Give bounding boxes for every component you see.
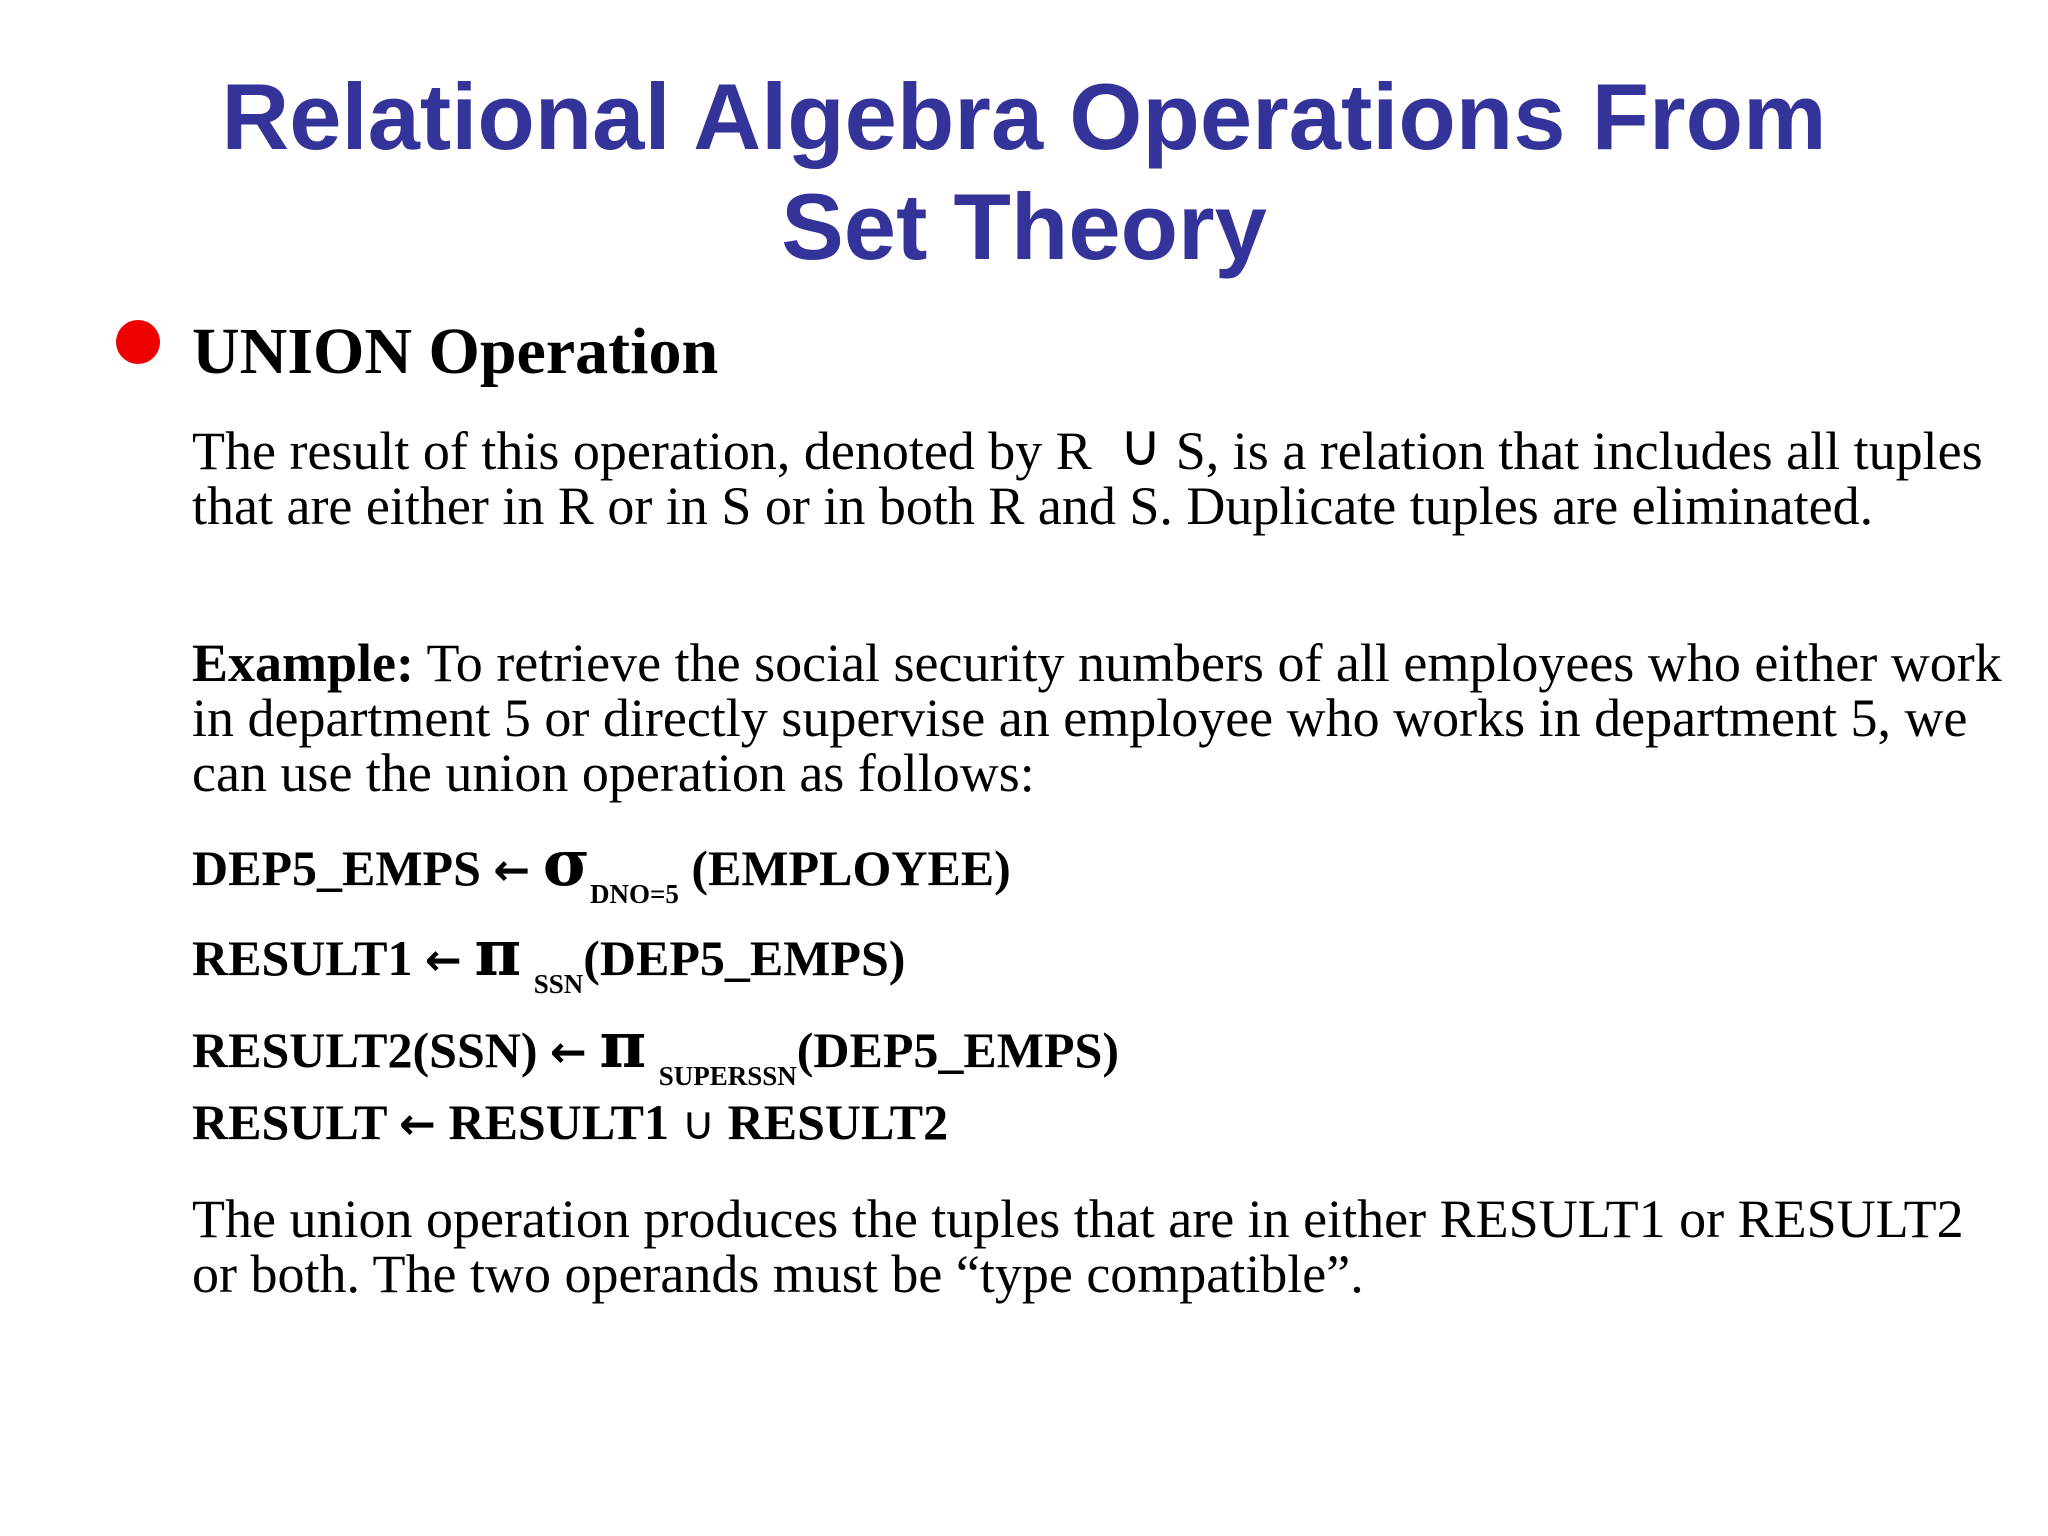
title-line-2: Set Theory bbox=[781, 174, 1267, 279]
example-label: Example: bbox=[192, 633, 414, 693]
slide-title bbox=[0, 62, 2048, 282]
equation-lhs: RESULT1 bbox=[192, 930, 413, 986]
project-attributes: SUPERSSN bbox=[658, 1061, 797, 1091]
equation-lhs: RESULT2(SSN) bbox=[192, 1022, 538, 1078]
equation-argument: (EMPLOYEE) bbox=[678, 840, 1011, 896]
select-sigma-icon: σ bbox=[542, 826, 590, 901]
project-attributes: SSN bbox=[533, 969, 584, 999]
equation-dep5-emps bbox=[192, 826, 1011, 909]
union-symbol-icon: ∪ bbox=[1119, 411, 1162, 479]
title-line-1: Relational Algebra Operations From bbox=[221, 64, 1827, 169]
project-pi-icon: π bbox=[599, 1008, 647, 1083]
assign-arrow-icon: ← bbox=[424, 935, 462, 986]
select-condition: DNO=5 bbox=[589, 879, 679, 909]
assign-arrow-icon: ← bbox=[493, 845, 531, 896]
union-right-operand: RESULT2 bbox=[727, 1094, 949, 1150]
union-symbol-icon: ∪ bbox=[681, 1096, 716, 1150]
assign-arrow-icon: ← bbox=[550, 1027, 587, 1078]
equation-argument: (DEP5_EMPS) bbox=[796, 1022, 1119, 1078]
union-left-operand: RESULT1 bbox=[448, 1094, 669, 1150]
equation-lhs: RESULT bbox=[192, 1094, 387, 1150]
equation-lhs: DEP5_EMPS bbox=[192, 840, 481, 896]
conclusion-paragraph: The union operation produces the tuples that are in either RESULT1 or RESULT2 or both. The two operands must be “type compatible”. bbox=[192, 1189, 1964, 1304]
example-paragraph bbox=[192, 633, 2012, 803]
bullet-icon bbox=[116, 320, 160, 364]
equation-argument: (DEP5_EMPS) bbox=[583, 930, 906, 986]
example-text: To retrieve the social security numbers of all employees who either work in department 5 or directly supervise an employee who works in department 5, we can use the union operation as follows: bbox=[192, 633, 2002, 803]
project-pi-icon: π bbox=[474, 916, 522, 991]
definition-paragraph bbox=[192, 411, 1992, 536]
equation-result2 bbox=[192, 1008, 1119, 1091]
equation-result bbox=[192, 1092, 948, 1155]
equation-result1 bbox=[192, 916, 906, 999]
definition-text-end: S, is a relation that includes all tuples that are either in R or in S or in both R and S. Duplicate tuples are eliminated. bbox=[192, 421, 1983, 536]
definition-text-start: The result of this operation, denoted by R bbox=[192, 421, 1092, 481]
section-heading: UNION Operation bbox=[192, 315, 719, 388]
assign-arrow-icon: ← bbox=[399, 1099, 436, 1150]
